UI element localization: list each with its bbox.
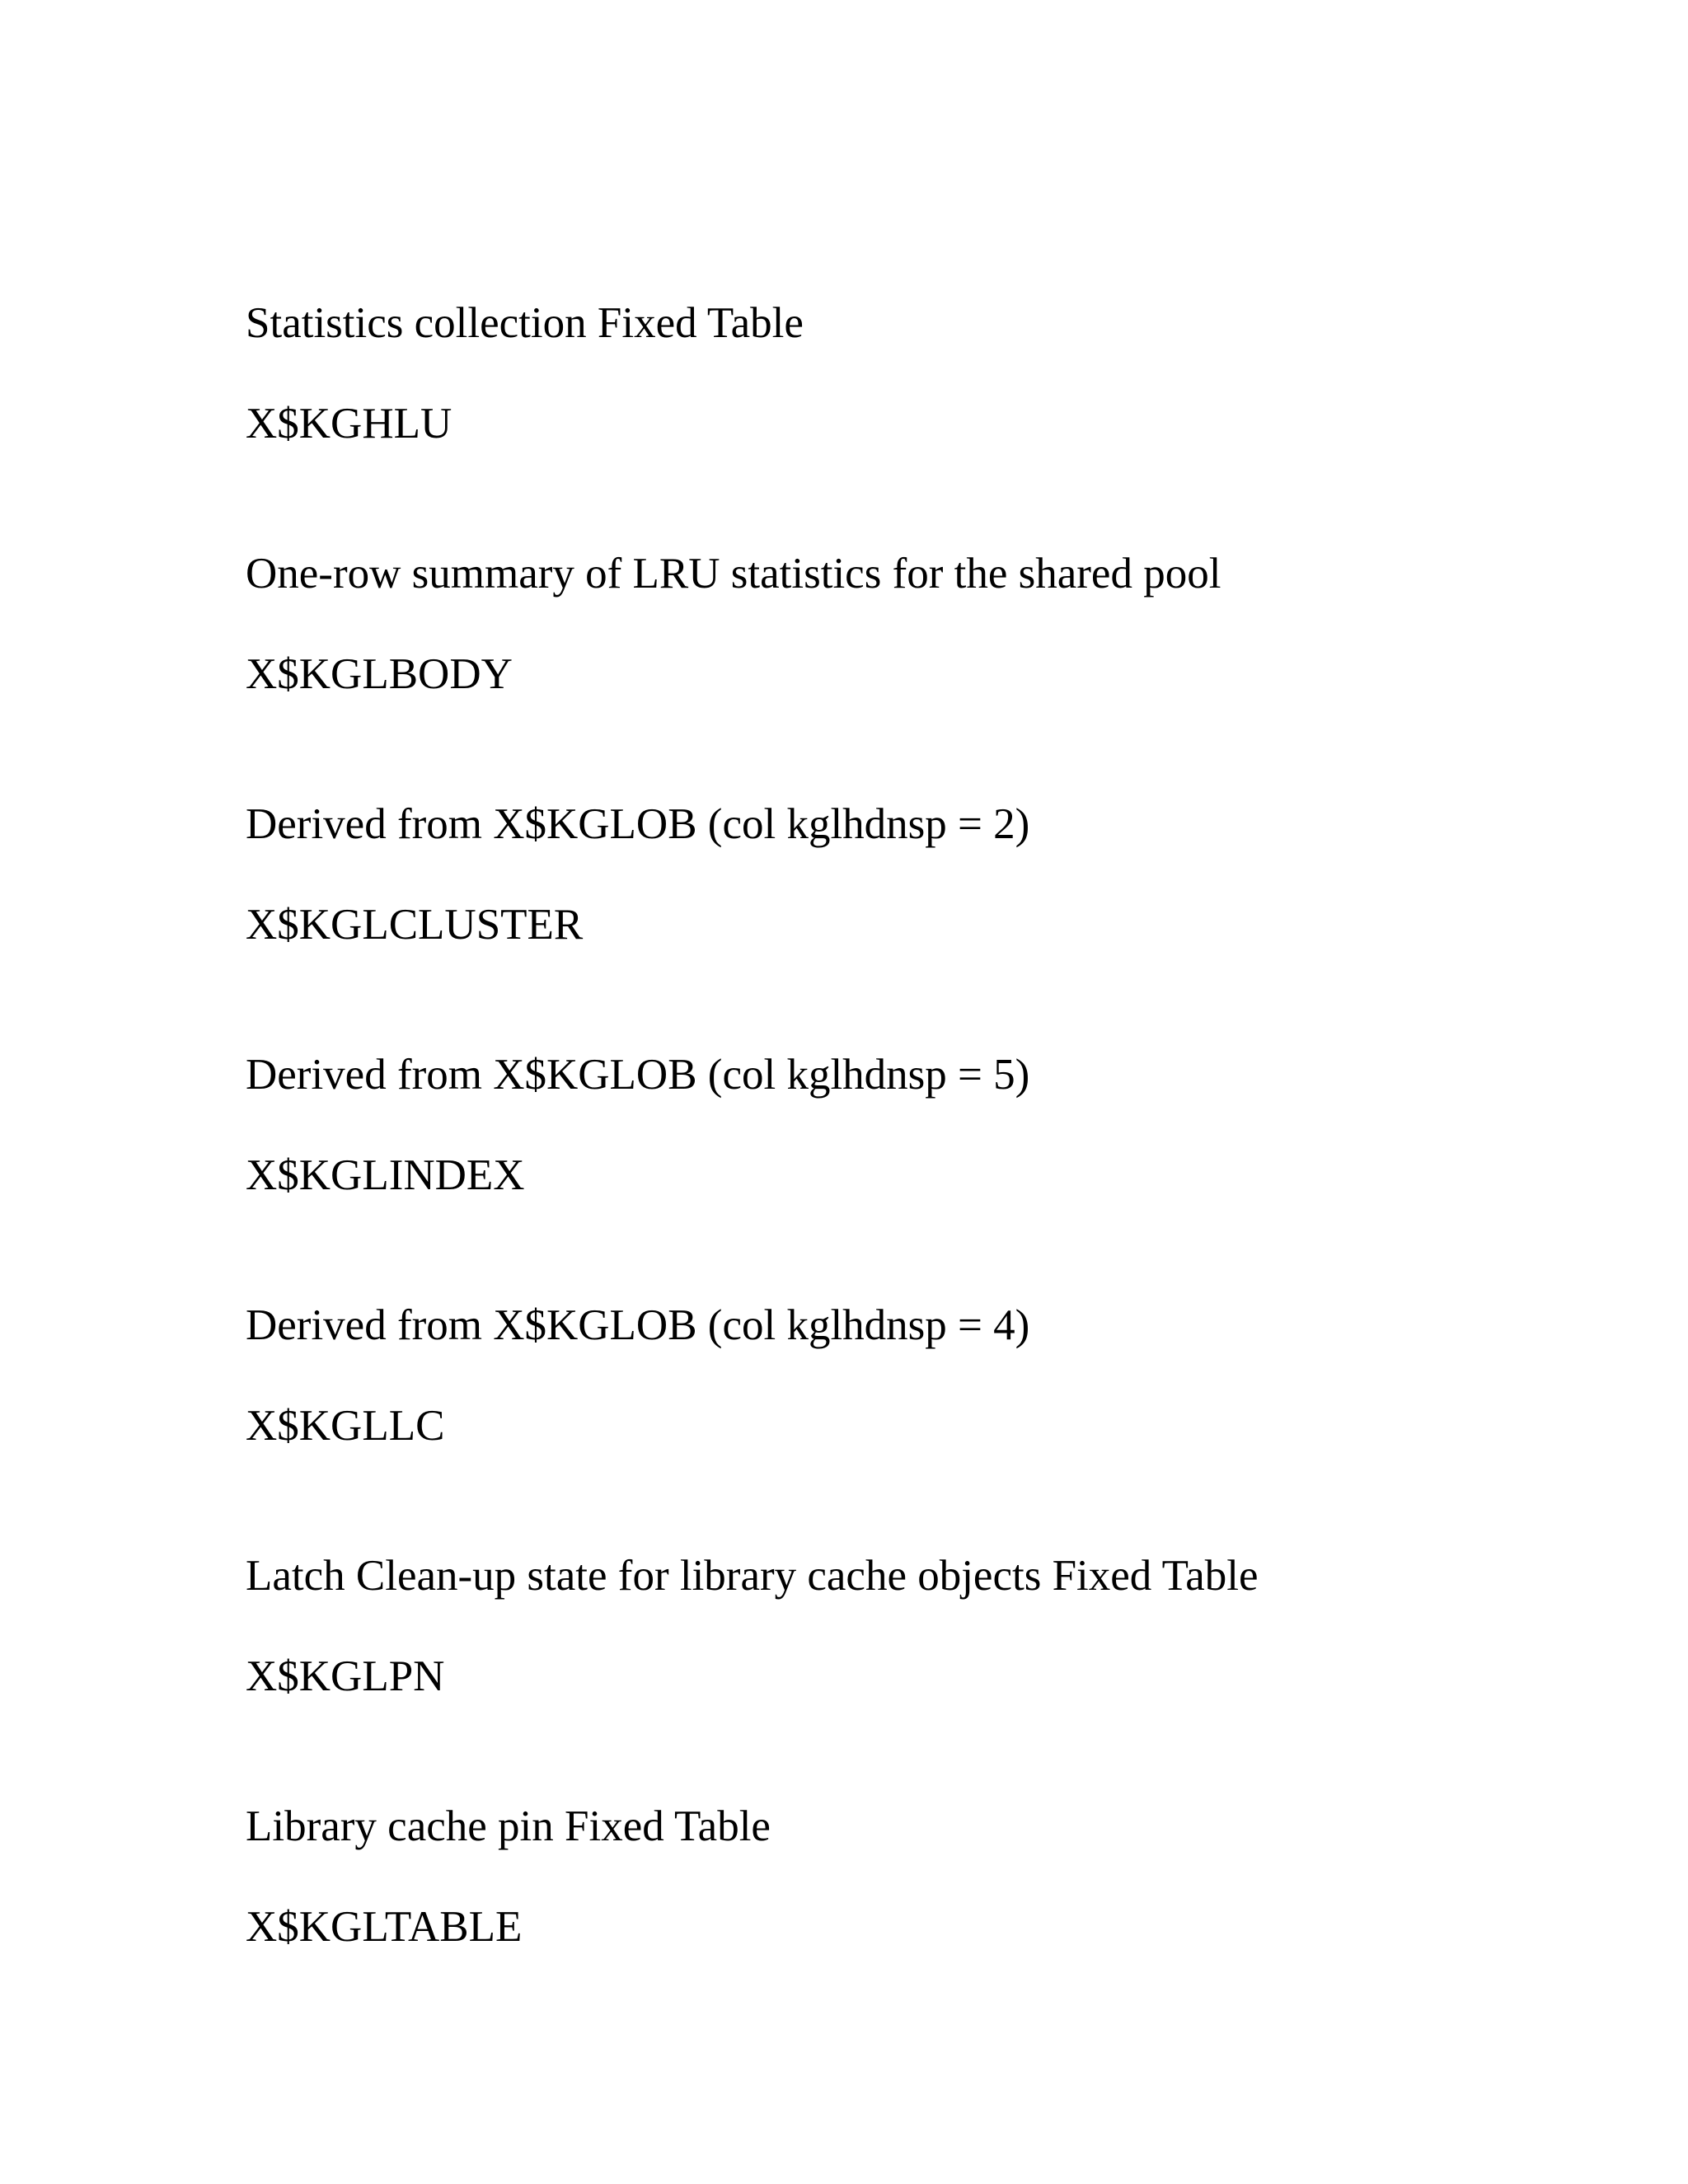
description-text: Derived from X$KGLOB (col kglhdnsp = 2) xyxy=(246,800,1030,848)
fixed-table-name: X$KGHLU xyxy=(246,400,452,448)
fixed-table-name: X$KGLCLUSTER xyxy=(246,901,584,949)
description-text: Statistics collection Fixed Table xyxy=(246,299,804,347)
description-text: One-row summary of LRU statistics for the shared pool xyxy=(246,550,1221,598)
description-text: Library cache pin Fixed Table xyxy=(246,1802,771,1850)
fixed-table-name: X$KGLLC xyxy=(246,1402,445,1450)
description-text: Derived from X$KGLOB (col kglhdnsp = 5) xyxy=(246,1051,1030,1099)
fixed-table-name: X$KGLINDEX xyxy=(246,1151,525,1199)
description-text: Latch Clean-up state for library cache objects Fixed Table xyxy=(246,1552,1259,1600)
fixed-table-name: X$KGLTABLE xyxy=(246,1903,523,1951)
description-text: Derived from X$KGLOB (col kglhdnsp = 4) xyxy=(246,1301,1030,1349)
fixed-table-name: X$KGLBODY xyxy=(246,650,513,698)
fixed-table-name: X$KGLPN xyxy=(246,1652,445,1700)
